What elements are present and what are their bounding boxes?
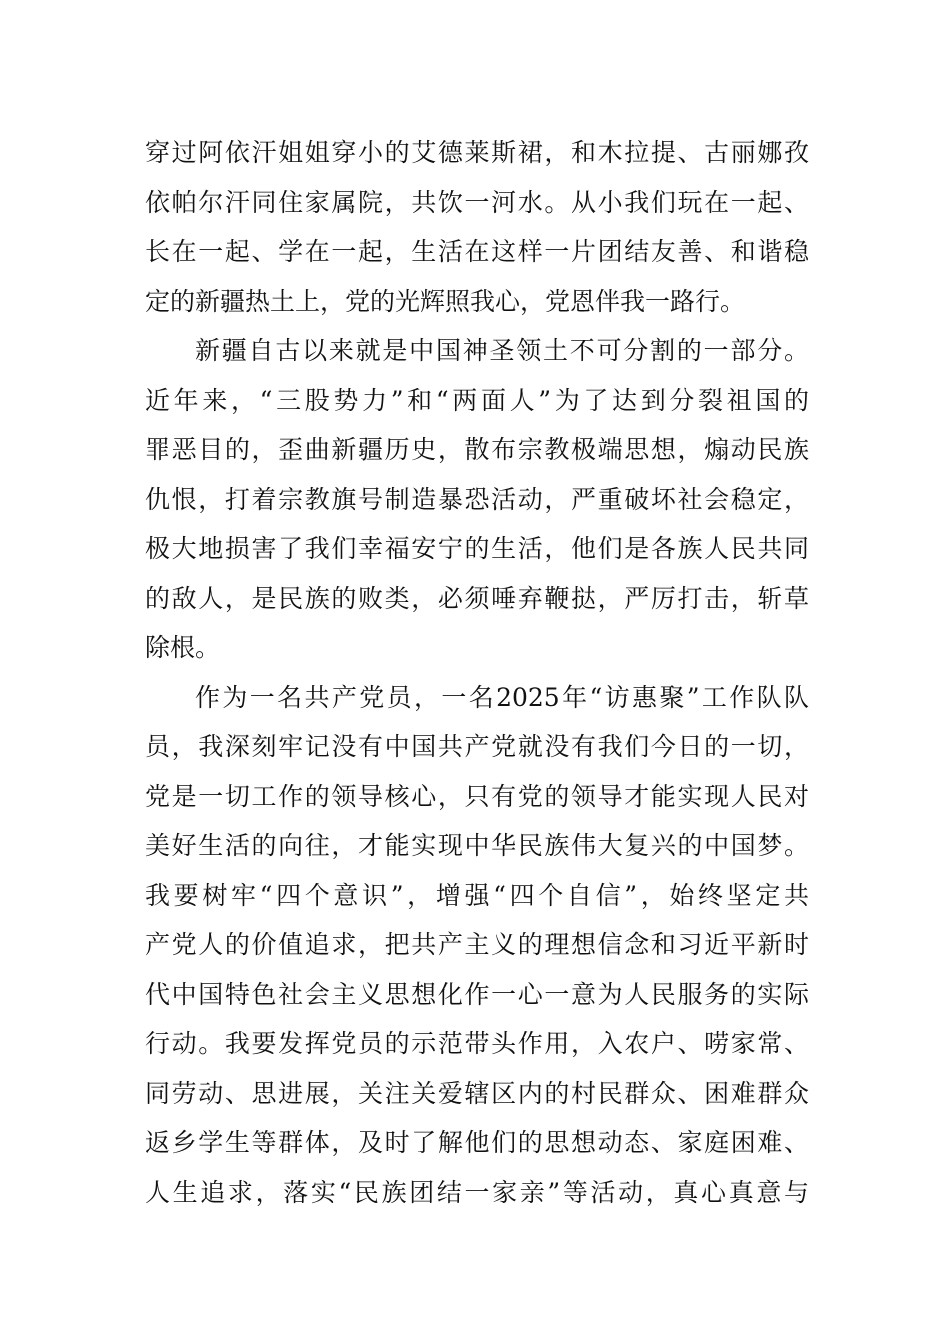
paragraph-1-line-1: 穿过阿依汗姐姐穿小的艾德莱斯裙，和木拉提、古丽娜孜 [145,138,809,167]
paragraph-3-line-1: 作为一名共产党员，一名2025年“访惠聚”工作队队 [195,682,809,712]
paragraph-3-line-5: 我要树牢“四个意识”，增强“四个自信”，始终坚定共 [145,880,809,910]
paragraph-3-line-3: 党是一切工作的领导核心，只有党的领导才能实现人民对 [145,781,809,811]
paragraph-2-line-4: 仇恨，打着宗教旗号制造暴恐活动，严重破坏社会稳定， [145,484,809,514]
paragraph-3-line-11: 人生追求，落实“民族团结一家亲”等活动，真心真意与 [145,1177,809,1207]
paragraph-3-line-10: 返乡学生等群体，及时了解他们的思想动态、家庭困难、 [145,1128,809,1157]
paragraph-3-line-8: 行动。我要发挥党员的示范带头作用，入农户、唠家常、 [145,1029,809,1058]
paragraph-3-line-6: 产党人的价值追求，把共产主义的理想信念和习近平新时 [145,930,809,959]
paragraph-1-line-4: 定的新疆热土上，党的光辉照我心，党恩伴我一路行。 [145,286,746,316]
paragraph-2-line-6: 的敌人，是民族的败类，必须唾弃鞭挞，严厉打击，斩草 [145,583,809,613]
paragraph-2-line-2: 近年来，“三股势力”和“两面人”为了达到分裂祖国的 [145,385,809,415]
paragraph-3-line-2: 员，我深刻牢记没有中国共产党就没有我们今日的一切， [145,732,809,761]
paragraph-3-line-9: 同劳动、思进展，关注关爱辖区内的村民群众、困难群众 [145,1078,809,1108]
document-body [145,128,809,1217]
paragraph-1-line-2: 依帕尔汗同住家属院，共饮一河水。从小我们玩在一起、 [145,187,809,217]
paragraph-2-line-7: 除根。 [145,633,221,662]
paragraph-2-line-5: 极大地损害了我们幸福安宁的生活，他们是各族人民共同 [145,534,809,563]
paragraph-1-line-3: 长在一起、学在一起，生活在这样一片团结友善、和谐稳 [145,237,809,266]
paragraph-2-line-1: 新疆自古以来就是中国神圣领土不可分割的一部分。 [195,336,809,365]
paragraph-3-line-4: 美好生活的向往，才能实现中华民族伟大复兴的中国梦。 [145,831,809,860]
paragraph-2-line-3: 罪恶目的，歪曲新疆历史，散布宗教极端思想，煽动民族 [145,435,809,464]
paragraph-3-line-7: 代中国特色社会主义思想化作一心一意为人民服务的实际 [145,979,809,1009]
